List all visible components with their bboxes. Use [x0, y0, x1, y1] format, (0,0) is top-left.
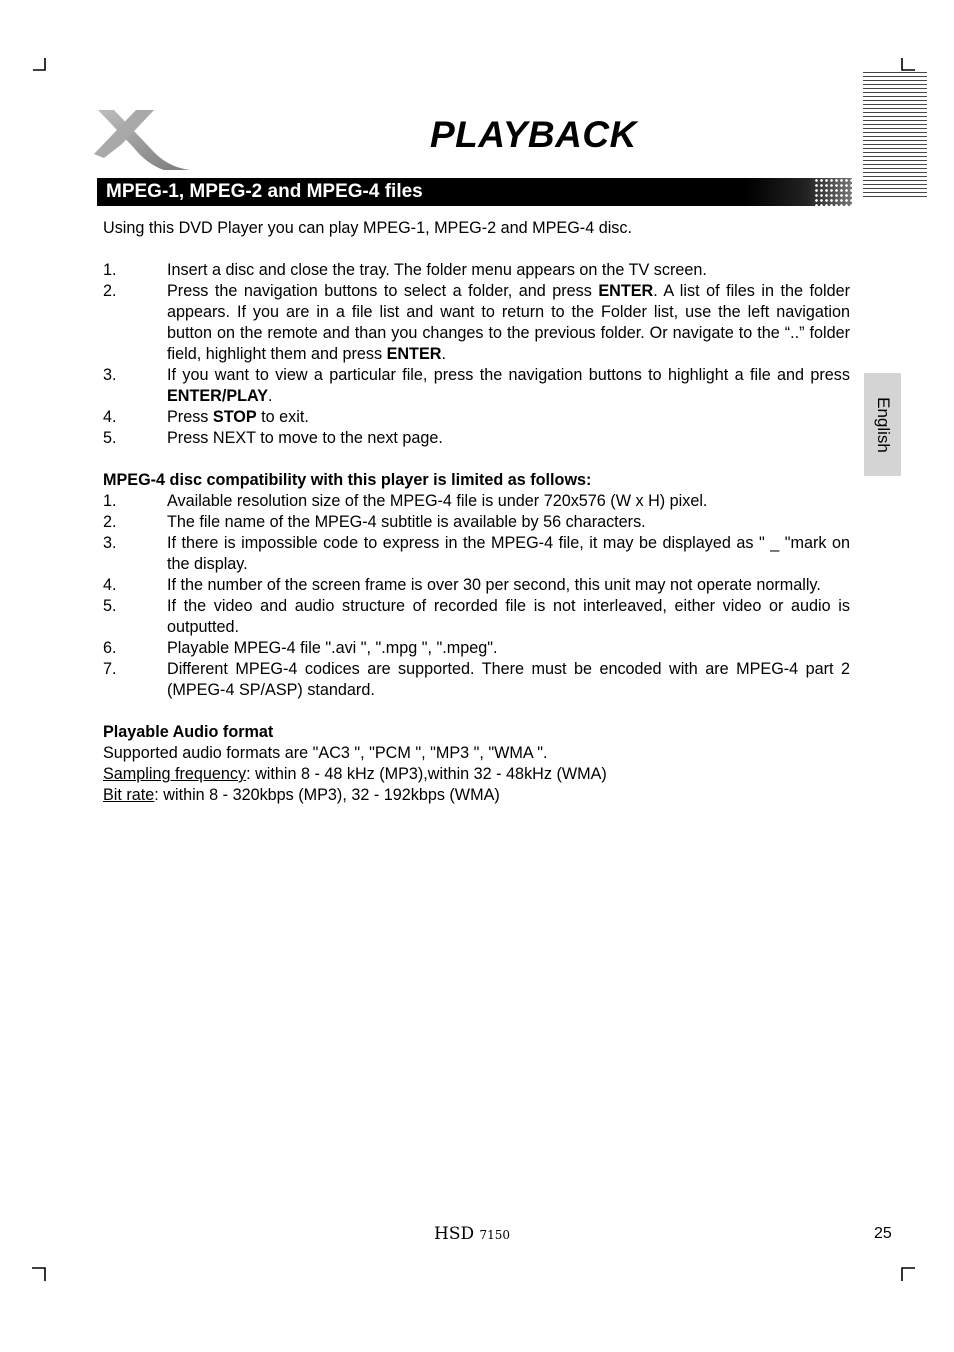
step-text-bold: ENTER	[598, 282, 654, 300]
steps-list	[103, 260, 850, 449]
model-label	[434, 1224, 510, 1244]
step-item	[103, 281, 850, 365]
step-text-part: .	[268, 387, 273, 405]
compat-text: Different MPEG-4 codices are supported. There must be encoded with are MPEG-4 part 2 (MPEG-4 SP/ASP) standard.	[167, 660, 850, 699]
crop-mark-bottom-left	[32, 1266, 48, 1282]
crop-mark-bottom-right	[900, 1266, 916, 1282]
audio-formats: Supported audio formats are "AC3 ", "PCM ", "MP3 ", "WMA ".	[103, 744, 548, 762]
step-item	[103, 428, 850, 449]
step-number: 2.	[103, 282, 117, 300]
compat-text: If there is impossible code to express in the MPEG-4 file, it may be displayed as " _ "mark on the display.	[167, 534, 850, 573]
page-number: 25	[874, 1225, 892, 1242]
language-tab	[864, 373, 901, 476]
intro-paragraph: Using this DVD Player you can play MPEG-1, MPEG-2 and MPEG-4 disc.	[103, 219, 632, 237]
step-item	[103, 365, 850, 407]
compat-item	[103, 512, 850, 533]
compat-item	[103, 596, 850, 638]
step-text-part: If you want to view a particular file, press the navigation buttons to highlight a file and press	[167, 366, 850, 384]
sampling-frequency-label: Sampling frequency	[103, 765, 247, 783]
step-text-part: .	[441, 345, 446, 363]
bit-rate-value: : within 8 - 320kbps (MP3), 32 - 192kbps (WMA)	[154, 786, 500, 804]
compat-item	[103, 638, 850, 659]
step-number: 4.	[103, 408, 117, 426]
sampling-frequency-value: : within 8 - 48 kHz (MP3),within 32 - 48kHz (WMA)	[246, 765, 607, 783]
step-text	[167, 260, 850, 281]
step-item	[103, 260, 850, 281]
compat-number: 7.	[103, 660, 117, 678]
compat-text: If the video and audio structure of recorded file is not interleaved, either video or audio is outputted.	[167, 597, 850, 636]
compat-text: Playable MPEG-4 file ".avi ", ".mpg ", ".mpeg".	[167, 639, 498, 657]
step-text-part: Press NEXT to move to the next page.	[167, 429, 443, 447]
compat-number: 3.	[103, 534, 117, 552]
compat-item	[103, 533, 850, 575]
brand-logo	[94, 108, 194, 174]
compat-number: 2.	[103, 513, 117, 531]
step-text-part: Insert a disc and close the tray. The folder menu appears on the TV screen.	[167, 261, 707, 279]
crop-mark-top-right	[900, 58, 916, 72]
step-text-part: . A list of files in the folder appears. If you are in a file list and want to return to the Folder list, use the left navigation button on the remote and than you changes to the previous folder. Or navigate to the “..” folder field, highlight them and press	[167, 282, 850, 363]
audio-heading: Playable Audio format	[103, 723, 274, 741]
decorative-stripes	[863, 72, 927, 200]
step-text-part: Press	[167, 408, 213, 426]
compat-list	[103, 491, 850, 701]
section-title: MPEG-1, MPEG-2 and MPEG-4 files	[106, 181, 423, 202]
step-text-part: to exit.	[256, 408, 309, 426]
page-title: PLAYBACK	[430, 114, 637, 155]
halftone-pattern	[814, 178, 852, 206]
compat-number: 1.	[103, 492, 117, 510]
compat-number: 5.	[103, 597, 117, 615]
step-number: 1.	[103, 261, 117, 279]
bit-rate-line	[103, 785, 850, 806]
section-header-bar	[97, 178, 852, 206]
step-text-bold: ENTER	[386, 345, 442, 363]
model-number: 7150	[479, 1228, 511, 1242]
step-item	[103, 407, 850, 428]
step-text-bold: STOP	[212, 408, 257, 426]
step-number: 5.	[103, 429, 117, 447]
step-text	[167, 281, 850, 365]
step-text	[167, 365, 850, 407]
compat-text: Available resolution size of the MPEG-4 file is under 720x576 (W x H) pixel.	[167, 492, 708, 510]
compat-number: 4.	[103, 576, 117, 594]
step-text	[167, 428, 850, 449]
step-text	[167, 407, 850, 428]
model-prefix: HSD	[434, 1224, 475, 1244]
compat-item	[103, 575, 850, 596]
compat-text: The file name of the MPEG-4 subtitle is available by 56 characters.	[167, 513, 646, 531]
compat-item	[103, 491, 850, 512]
crop-mark-top-left	[33, 58, 47, 72]
compat-item	[103, 659, 850, 701]
language-tab-label: English	[873, 396, 893, 453]
step-number: 3.	[103, 366, 117, 384]
compat-number: 6.	[103, 639, 117, 657]
bit-rate-label: Bit rate	[103, 786, 155, 804]
compat-text: If the number of the screen frame is over 30 per second, this unit may not operate normally.	[167, 576, 821, 594]
main-content	[103, 218, 850, 806]
step-text-part: Press the navigation buttons to select a folder, and press	[167, 282, 599, 300]
sampling-frequency-line	[103, 764, 850, 785]
compat-heading: MPEG-4 disc compatibility with this player is limited as follows:	[103, 471, 592, 489]
step-text-bold: ENTER/PLAY	[167, 387, 269, 405]
